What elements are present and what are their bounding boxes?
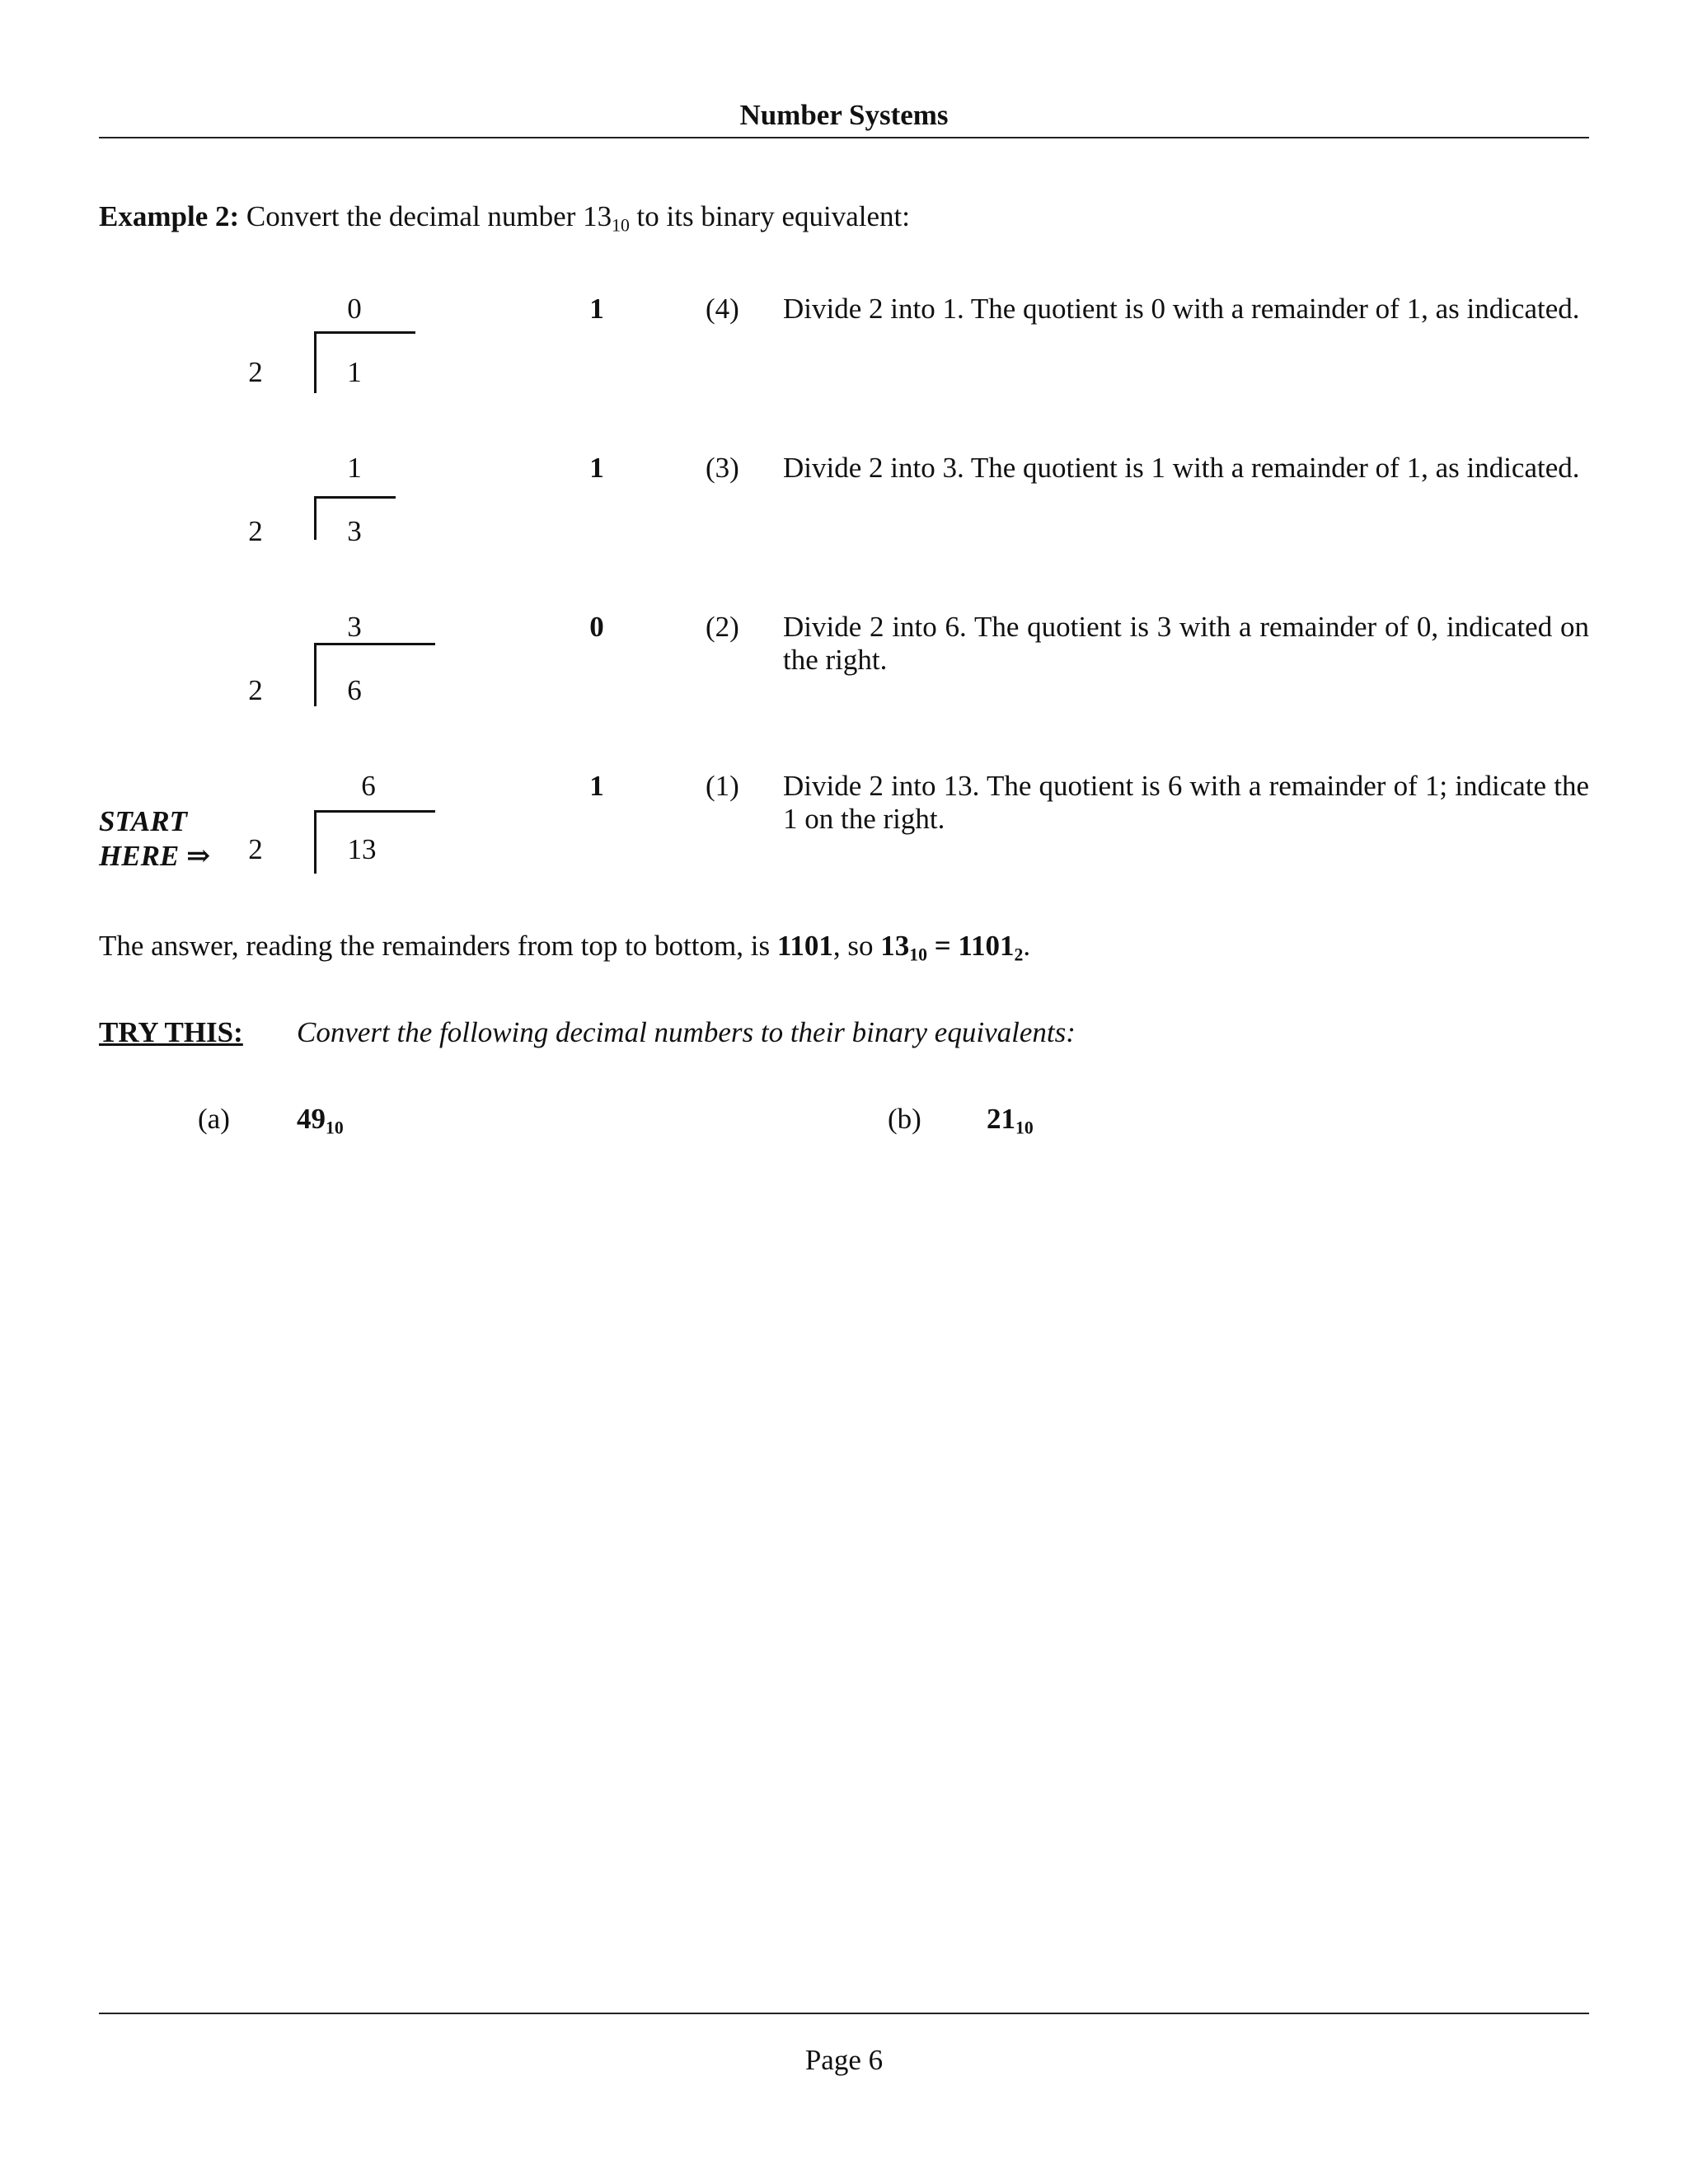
remainder: 1 [589,293,604,325]
step-number: (3) [706,452,739,484]
example-text-before: Convert the decimal number 13 [246,200,612,232]
quotient: 6 [361,770,376,802]
divisor: 2 [248,674,263,706]
step-number: (1) [706,770,739,802]
example-base: 10 [612,215,630,236]
example-text-after: to its binary equivalent: [629,200,911,232]
dividend: 1 [347,356,362,388]
problem-b-label: (b) [888,1103,921,1135]
page-number: Page 6 [804,2044,884,2076]
long-division-bracket [314,643,435,706]
answer-sentence [99,930,1030,963]
quotient: 3 [347,611,362,643]
answer-text-2: , so [832,930,881,962]
start-label-line2: HERE ⇒ [99,840,211,872]
problem-b-base: 10 [1015,1118,1034,1138]
remainder: 0 [589,611,604,643]
remainder: 1 [589,452,604,484]
answer-binary: 1101 [776,930,833,962]
header-rule [99,137,1589,138]
answer-decimal-base: 10 [909,944,927,965]
problem-b-number: 21 [987,1103,1015,1135]
step-number: (4) [706,293,739,325]
quotient: 1 [347,452,362,484]
try-this-instruction: Convert the following decimal numbers to their binary equivalents: [297,1016,1076,1048]
problem-a-value [297,1103,344,1136]
divisor: 2 [248,356,263,388]
try-this-label: TRY THIS: [99,1016,243,1048]
divisor: 2 [248,833,263,865]
start-label-line1: START [99,805,187,837]
remainder: 1 [589,770,604,802]
example-label: Example 2: [99,200,240,232]
step-description: Divide 2 into 1. The quotient is 0 with a remainder of 1, as indicated. [783,293,1580,325]
step-description: Divide 2 into 3. The quotient is 1 with a remainder of 1, as indicated. [783,452,1580,484]
answer-text-3: . [1023,930,1031,962]
dividend: 6 [347,674,362,706]
step-number: (2) [706,611,739,643]
example-intro [99,200,911,236]
problem-a-base: 10 [326,1118,344,1138]
problem-a-label: (a) [198,1103,230,1135]
step-description: Divide 2 into 13. The quotient is 6 with a remainder of 1; indicate the 1 on the right. [783,770,1589,835]
start-here-label [99,804,210,874]
answer-equals-binary: = 1101 [926,930,1015,962]
dividend: 3 [347,515,362,547]
answer-text-1: The answer, reading the remainders from top to bottom, is [99,930,777,962]
step-description: Divide 2 into 6. The quotient is 3 with a remainder of 0, indicated on the right. [783,611,1589,676]
footer-rule [99,2013,1589,2014]
problem-b-value [987,1103,1034,1136]
page-header-title: Number Systems [739,99,949,131]
quotient: 0 [347,293,362,325]
answer-binary-base: 2 [1014,944,1024,965]
answer-decimal: 13 [880,930,910,962]
problem-a-number: 49 [297,1103,326,1135]
divisor: 2 [248,515,263,547]
dividend: 13 [347,833,377,865]
